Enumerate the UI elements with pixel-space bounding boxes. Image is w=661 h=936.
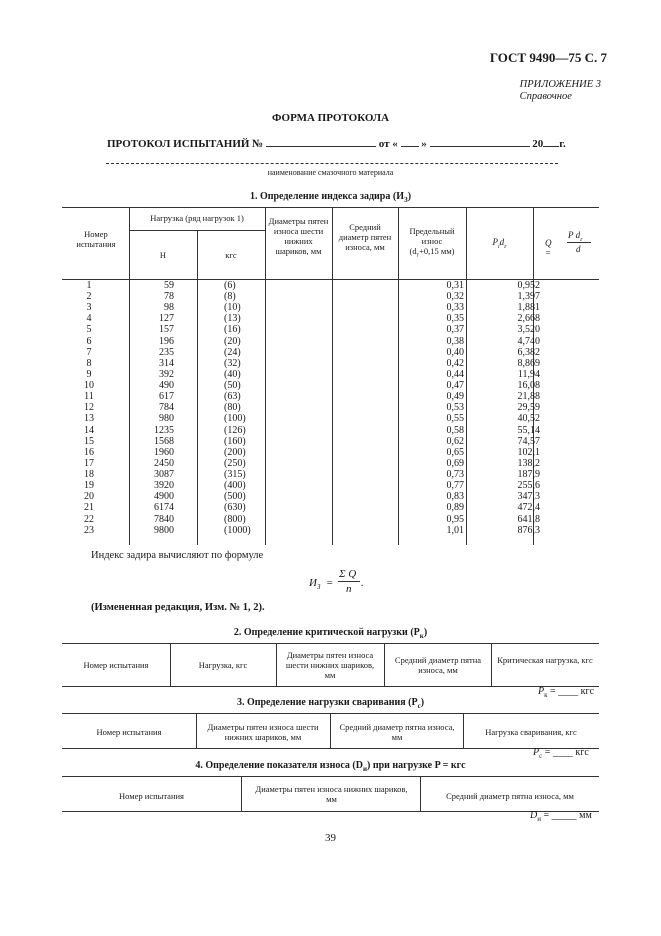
table-row — [64, 369, 584, 380]
row-pd: 3,520 — [517, 324, 540, 336]
lubricant-caption: наименование смазочного материала — [267, 168, 394, 177]
row-limit-wear: 0,32 — [446, 291, 464, 303]
row-number: 6 — [86, 335, 92, 347]
row-load-kgf: (20) — [224, 335, 241, 347]
row-number: 3 — [86, 302, 92, 314]
appendix-title: ПРИЛОЖЕНИЕ 3 — [519, 79, 601, 90]
row-pd: 187,9 — [517, 469, 540, 481]
row-load-n: 617 — [159, 391, 174, 403]
row-pd: 1,397 — [517, 291, 540, 303]
row-limit-wear: 0,62 — [446, 435, 464, 447]
row-load-kgf: (8) — [224, 291, 236, 303]
row-pd: 641,8 — [517, 513, 540, 525]
row-pd: 8,869 — [517, 357, 540, 369]
row-load-n: 196 — [159, 335, 174, 347]
row-limit-wear: 0,37 — [446, 324, 464, 336]
row-number: 17 — [84, 457, 94, 469]
formula-text: Индекс задира вычисляют по формуле — [91, 550, 264, 561]
row-limit-wear: 0,89 — [446, 502, 464, 514]
s4-col-num: Номер испытания — [119, 791, 184, 801]
table-row — [64, 291, 584, 302]
row-load-n: 78 — [164, 291, 174, 303]
row-load-kgf: (80) — [224, 402, 241, 414]
table-row — [64, 324, 584, 335]
appendix-label — [520, 79, 601, 103]
row-load-n: 980 — [159, 413, 174, 425]
row-limit-wear: 0,35 — [446, 313, 464, 325]
table-row — [64, 313, 584, 324]
col-header-num: Номер испытания — [76, 229, 116, 249]
row-limit-wear: 0,33 — [446, 302, 464, 314]
row-number: 12 — [84, 402, 94, 414]
row-load-n: 490 — [159, 380, 174, 392]
row-load-kgf: (32) — [224, 357, 241, 369]
row-number: 13 — [84, 413, 94, 425]
row-pd: 876,3 — [517, 524, 540, 536]
formula-num: Σ Q — [339, 568, 357, 580]
row-limit-wear: 0,77 — [446, 480, 464, 492]
page-number: 39 — [325, 832, 336, 844]
row-pd: 472,4 — [517, 502, 540, 514]
row-load-n: 9800 — [154, 524, 174, 536]
row-limit-wear: 0,58 — [446, 424, 464, 436]
row-pd: 6,382 — [517, 346, 540, 358]
s3-col-weld: Нагрузка сваривания, кгс — [485, 727, 577, 737]
table-row — [64, 302, 584, 313]
table-row — [64, 491, 584, 502]
row-pd: 255,6 — [517, 480, 540, 492]
protocol-line — [107, 136, 566, 150]
row-load-n: 392 — [159, 368, 174, 380]
row-number: 8 — [86, 357, 92, 369]
row-load-kgf: (10) — [224, 302, 241, 314]
row-pd: 1,881 — [517, 302, 540, 314]
row-load-n: 98 — [164, 302, 174, 314]
col-header-diam: Диаметры пятен износа шести нижних шариков, мм — [268, 216, 329, 256]
row-load-kgf: (315) — [224, 469, 246, 481]
table-row — [64, 458, 584, 469]
row-limit-wear: 0,49 — [446, 391, 464, 403]
protocol-number-blank — [266, 136, 376, 147]
row-number: 18 — [84, 469, 94, 481]
table-row — [64, 514, 584, 525]
col-header-limit — [400, 226, 464, 261]
row-load-kgf: (100) — [224, 413, 246, 425]
protocol-from: от « — [378, 138, 398, 150]
row-number: 22 — [84, 513, 94, 525]
row-load-n: 4900 — [154, 491, 174, 503]
row-load-n: 6174 — [154, 502, 174, 514]
row-limit-wear: 0,73 — [446, 469, 464, 481]
row-load-kgf: (630) — [224, 502, 246, 514]
s2-col-avg: Средний диаметр пятна износа, мм — [394, 655, 482, 675]
row-pd: 55,14 — [517, 424, 540, 436]
row-number: 1 — [86, 280, 92, 291]
lubricant-line — [106, 163, 558, 164]
section4-title: 4. Определение показателя износа $(D_и)$ при нагрузке P = кгс — [195, 760, 466, 773]
table-row — [64, 413, 584, 424]
col-header-load: Нагрузка (ряд нагрузок 1) — [150, 213, 244, 223]
row-pd: 21,88 — [517, 391, 540, 403]
table-row — [64, 502, 584, 513]
row-load-kgf: (400) — [224, 480, 246, 492]
row-load-kgf: (63) — [224, 391, 241, 403]
row-limit-wear: 0,53 — [446, 402, 464, 414]
row-pd: 74,57 — [517, 435, 540, 447]
table-row — [64, 347, 584, 358]
form-title: ФОРМА ПРОТОКОЛА — [271, 112, 390, 124]
row-load-kgf: (16) — [224, 324, 241, 336]
row-load-n: 59 — [164, 280, 174, 291]
table-row — [64, 425, 584, 436]
col-header-load-kgf: кгс — [225, 250, 237, 260]
table-row — [64, 436, 584, 447]
row-load-n: 7840 — [154, 513, 174, 525]
table-row — [64, 447, 584, 458]
row-pd: 16,08 — [517, 380, 540, 392]
row-number: 5 — [86, 324, 92, 336]
protocol-day-blank — [401, 136, 419, 147]
row-pd: 347,3 — [517, 491, 540, 503]
s2-col-crit: Критическая нагрузка, кгс — [497, 655, 593, 665]
row-limit-wear: 0,55 — [446, 413, 464, 425]
protocol-month-blank — [430, 136, 530, 147]
row-number: 19 — [84, 480, 94, 492]
row-number: 7 — [86, 346, 92, 358]
protocol-label: ПРОТОКОЛ ИСПЫТАНИЙ № — [107, 138, 264, 150]
row-pd: 138,2 — [517, 457, 540, 469]
s3-col-diam: Диаметры пятен износа шести нижних шариков, мм — [207, 722, 319, 742]
row-load-n: 127 — [159, 313, 174, 325]
appendix-note: Справочное — [519, 91, 572, 102]
row-limit-wear: 0,47 — [446, 380, 464, 392]
section1-title-text: 1. Определение индекса задира (И — [249, 191, 404, 202]
table-row — [64, 402, 584, 413]
row-load-n: 157 — [159, 324, 174, 336]
s3-col-avg: Средний диаметр пятна износа, мм — [339, 722, 455, 742]
row-load-kgf: (800) — [224, 513, 246, 525]
col-header-limit-formula: ($d_г+0,15$ мм) — [409, 246, 455, 259]
standard-header: ГОСТ 9490—75 С. 7 — [489, 50, 607, 65]
row-number: 10 — [84, 380, 94, 392]
row-number: 4 — [86, 313, 92, 325]
row-number: 9 — [86, 368, 92, 380]
table-row — [64, 391, 584, 402]
row-limit-wear: 0,95 — [446, 513, 464, 525]
col-header-load-n: Н — [159, 250, 167, 260]
table-row — [64, 380, 584, 391]
row-number: 16 — [84, 446, 94, 458]
protocol-quote-close: » — [421, 138, 427, 150]
table-row — [64, 280, 584, 291]
row-load-n: 1235 — [154, 424, 174, 436]
row-number: 15 — [84, 435, 94, 447]
row-limit-wear: 0,38 — [446, 335, 464, 347]
row-pd: 4,740 — [517, 335, 540, 347]
section3-title: 3. Определение нагрузки сваривания $(P_с)$ — [236, 697, 425, 710]
row-load-kgf: (50) — [224, 380, 241, 392]
protocol-year-blank — [543, 136, 559, 147]
col-header-limit-text: Предельный износ — [409, 226, 455, 246]
s2-col-diam: Диаметры пятен износа шести нижних шариков, мм — [285, 650, 375, 680]
s3-col-num: Номер испытания — [96, 727, 162, 737]
row-load-kgf: (160) — [224, 435, 246, 447]
row-load-n: 235 — [159, 346, 174, 358]
row-number: 21 — [84, 502, 94, 514]
row-limit-wear: 0,69 — [446, 457, 464, 469]
row-pd: 29,59 — [517, 402, 540, 414]
row-load-kgf: (6) — [224, 280, 236, 291]
row-load-n: 784 — [159, 402, 174, 414]
formula-eq: = — [326, 577, 334, 589]
formula: $И_З$ = Σ Q n . — [309, 568, 364, 595]
table-row — [64, 480, 584, 491]
row-pd: 40,52 — [517, 413, 540, 425]
s4-col-avg: Средний диаметр пятна износа, мм — [446, 791, 574, 801]
row-load-kgf: (200) — [224, 446, 246, 458]
row-load-kgf: (13) — [224, 313, 241, 325]
section2-result: $P_к$ = ____ кгс — [538, 686, 595, 699]
s2-col-load: Нагрузка, кгс — [198, 660, 248, 670]
row-limit-wear: 0,42 — [446, 357, 464, 369]
section4-result: $D_и$ = _____ мм — [530, 810, 592, 823]
col-header-avg: Средний диаметр пятен износа, мм — [338, 222, 392, 252]
row-number: 20 — [84, 491, 94, 503]
s2-col-num: Номер испытания — [83, 660, 149, 670]
row-limit-wear: 0,44 — [446, 368, 464, 380]
table-row — [64, 469, 584, 480]
row-load-n: 3087 — [154, 469, 174, 481]
row-limit-wear: 0,65 — [446, 446, 464, 458]
row-load-n: 1960 — [154, 446, 174, 458]
row-pd: 11,94 — [517, 368, 540, 380]
section1-title-end: ) — [407, 191, 412, 202]
formula-lhs: И — [309, 577, 317, 589]
row-load-n: 3920 — [154, 480, 174, 492]
section1-title-sub: З — [403, 196, 408, 204]
row-limit-wear: 0,31 — [446, 280, 464, 291]
protocol-year-suffix: г. — [559, 138, 566, 150]
table-row — [64, 358, 584, 369]
amendment-note: (Измененная редакция, Изм. № 1, 2). — [91, 602, 265, 613]
row-pd: 2,668 — [517, 313, 540, 325]
row-load-kgf: (24) — [224, 346, 241, 358]
formula-den: n — [346, 583, 352, 595]
row-load-kgf: (250) — [224, 457, 246, 469]
table-row — [64, 336, 584, 347]
row-number: 14 — [84, 424, 94, 436]
row-load-kgf: (1000) — [224, 524, 251, 536]
section3-result: $P_с$ = ____ кгс — [533, 747, 589, 760]
table-row — [64, 525, 584, 536]
row-load-kgf: (40) — [224, 368, 241, 380]
row-limit-wear: 1,01 — [446, 524, 464, 536]
row-pd: 0,952 — [517, 280, 540, 291]
s4-col-diam: Диаметры пятен износа нижних шариков, мм — [255, 784, 408, 804]
row-number: 11 — [84, 391, 94, 403]
row-load-n: 2450 — [154, 457, 174, 469]
row-pd: 102,1 — [517, 446, 540, 458]
protocol-year: 20 — [532, 138, 544, 150]
row-load-kgf: (500) — [224, 491, 246, 503]
row-limit-wear: 0,40 — [446, 346, 464, 358]
row-number: 23 — [84, 524, 94, 536]
row-load-n: 1568 — [154, 435, 174, 447]
section2-title: 2. Определение критической нагрузки $(P_к)$ — [233, 627, 428, 640]
row-limit-wear: 0,83 — [446, 491, 464, 503]
section1-title — [0, 191, 661, 204]
col-header-pd: $P_id_г$ — [492, 237, 507, 250]
row-load-n: 314 — [159, 357, 174, 369]
row-load-kgf: (126) — [224, 424, 246, 436]
row-number: 2 — [86, 291, 92, 303]
